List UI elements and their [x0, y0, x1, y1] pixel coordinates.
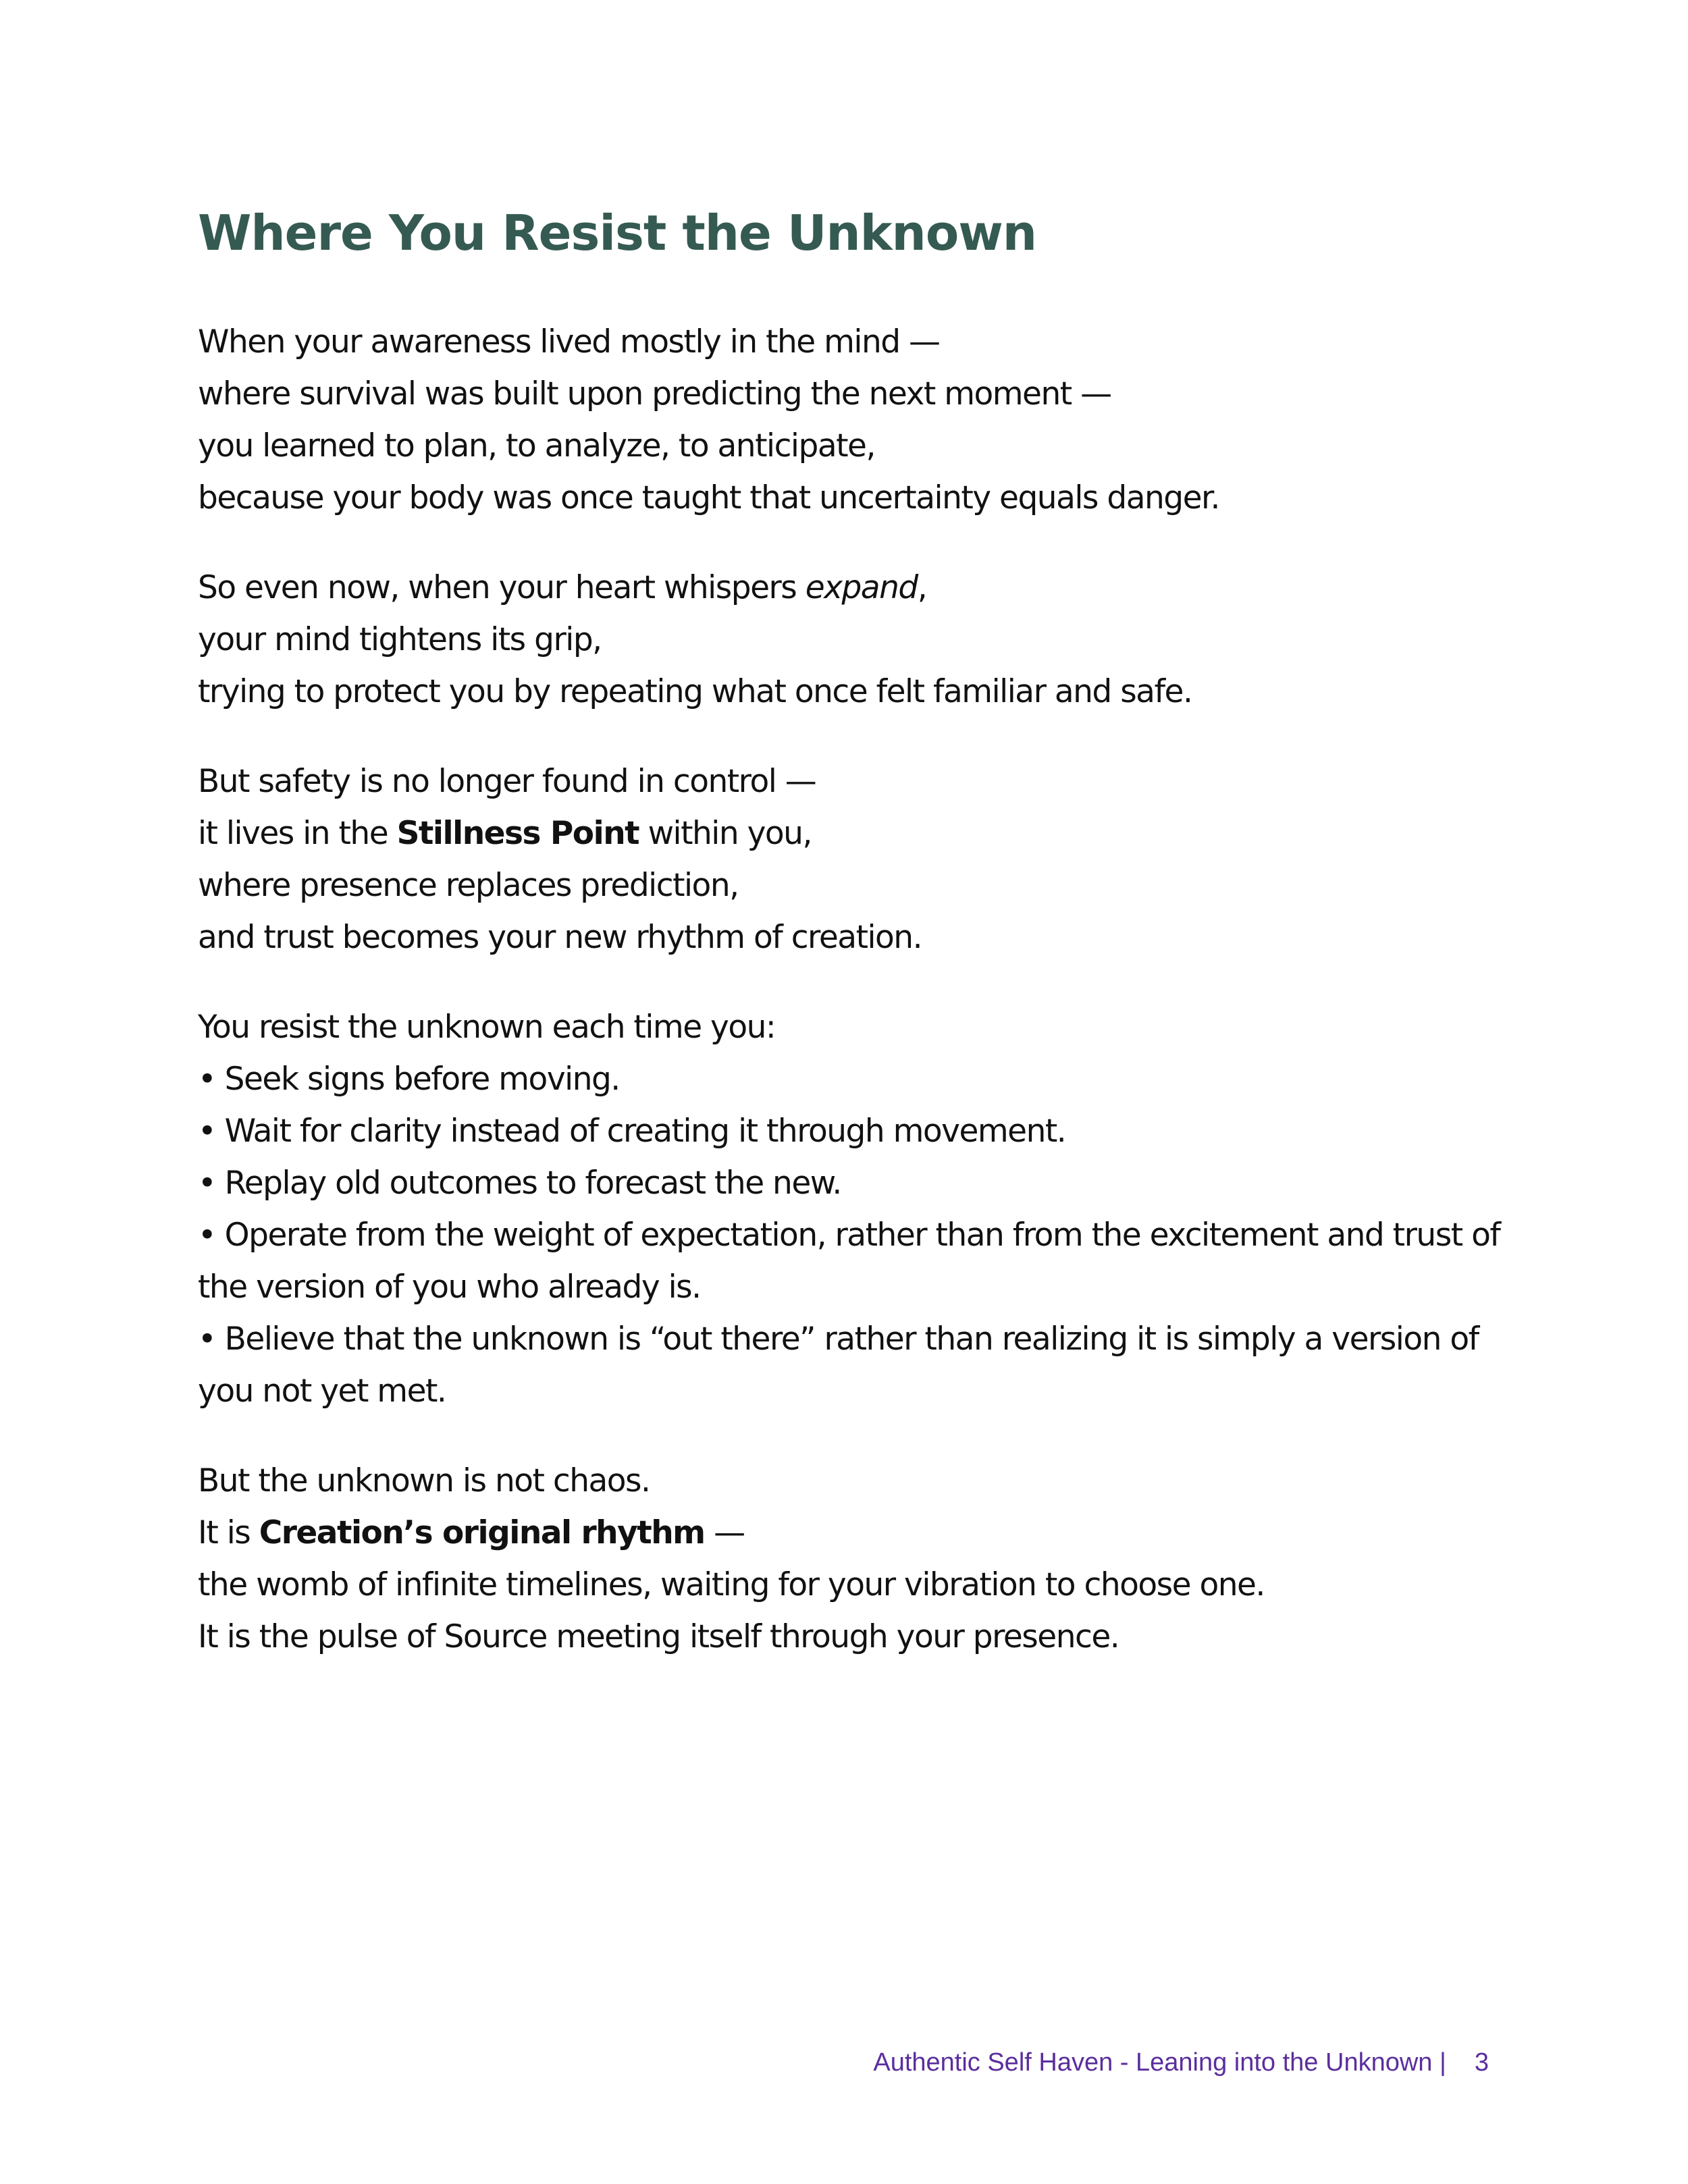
paragraph-line: But the unknown is not chaos.: [198, 1462, 650, 1499]
paragraph-line: [198, 562, 1521, 614]
emphasis-expand: expand: [805, 569, 918, 606]
paragraph-line: where presence replaces prediction,: [198, 867, 739, 904]
paragraph-3: [198, 755, 1521, 963]
paragraph-line: because your body was once taught that uncertainty equals danger.: [198, 479, 1219, 516]
paragraph-line: trying to protect you by repeating what once felt familiar and safe.: [198, 673, 1192, 710]
footer-text: Authentic Self Haven - Leaning into the Unknown |: [873, 2048, 1446, 2077]
page-number: 3: [1474, 2048, 1489, 2077]
line-text: So even now, when your heart whispers: [198, 569, 806, 606]
list-item: • Operate from the weight of expectation, rather than from the excitement and trust of the version of you who already is.: [198, 1217, 1500, 1306]
line-text: it lives in the: [198, 815, 397, 852]
paragraph-line: and trust becomes your new rhythm of creation.: [198, 919, 922, 956]
line-text: —: [704, 1514, 745, 1551]
page-footer: [0, 2048, 1688, 2077]
line-text: within you,: [639, 815, 812, 852]
paragraph-line: It is the pulse of Source meeting itself through your presence.: [198, 1618, 1119, 1655]
paragraph-4: [198, 1001, 1521, 1417]
paragraph-line: [198, 1507, 1521, 1559]
paragraph-line: where survival was built upon predicting the next moment —: [198, 375, 1111, 412]
page-title: Where You Resist the Unknown: [198, 205, 1037, 261]
paragraph-2: [198, 562, 1521, 718]
paragraph-line: [198, 807, 1521, 859]
list-item: • Seek signs before moving.: [198, 1061, 620, 1098]
list-item: • Wait for clarity instead of creating it through movement.: [198, 1113, 1066, 1150]
paragraph-line: the womb of infinite timelines, waiting for your vibration to choose one.: [198, 1566, 1265, 1603]
paragraph-line: your mind tightens its grip,: [198, 621, 602, 658]
list-item: • Replay old outcomes to forecast the new.: [198, 1165, 841, 1202]
bold-creations-original-rhythm: Creation’s original rhythm: [259, 1514, 705, 1551]
paragraph-1: [198, 316, 1521, 524]
paragraph-line: you learned to plan, to analyze, to anticipate,: [198, 427, 875, 464]
page-content: [198, 203, 1521, 1701]
list-intro: You resist the unknown each time you:: [198, 1009, 776, 1046]
line-text: ,: [917, 569, 927, 606]
bold-stillness-point: Stillness Point: [396, 815, 639, 852]
paragraph-5: [198, 1455, 1521, 1663]
paragraph-line: When your awareness lived mostly in the mind —: [198, 323, 940, 361]
line-text: It is: [198, 1514, 259, 1551]
paragraph-line: But safety is no longer found in control —: [198, 763, 816, 800]
list-item: • Believe that the unknown is “out there” rather than realizing it is simply a version of you not yet met.: [198, 1321, 1479, 1410]
